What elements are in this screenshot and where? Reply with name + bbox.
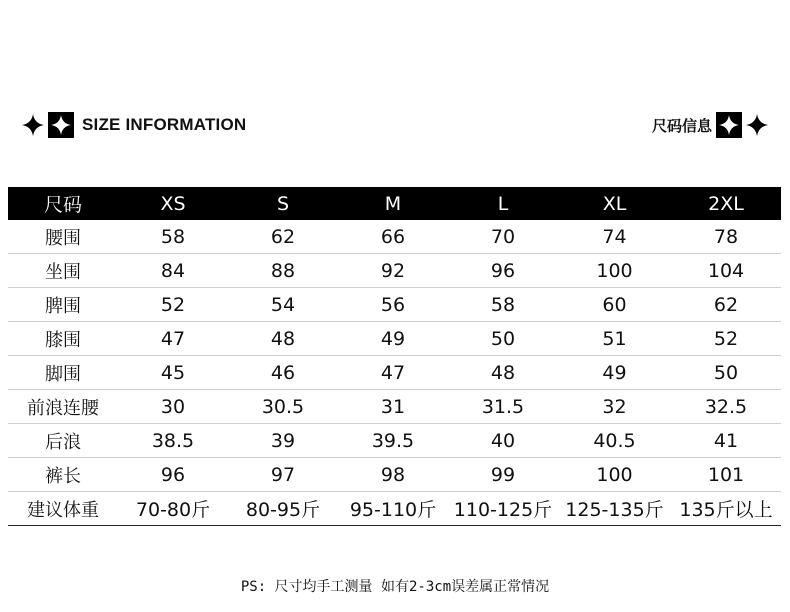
table-cell: 70-80斤 — [135, 499, 211, 521]
table-cell: 38.5 — [151, 429, 195, 452]
measurement-note: PS: 尺寸均手工测量 如有2-3cm误差属正常情况 — [240, 579, 550, 595]
table-cell: 74 — [602, 225, 627, 248]
table-row — [8, 458, 781, 492]
table-cell: 48 — [270, 327, 296, 350]
four-point-star-icon — [746, 114, 768, 136]
table-cell: 84 — [160, 259, 186, 282]
table-cell: 48 — [490, 361, 516, 384]
table-cell: 56 — [380, 293, 406, 316]
table-cell: 110-125斤 — [453, 499, 553, 521]
table-cell: 50 — [713, 361, 739, 384]
table-cell: 39.5 — [371, 429, 415, 452]
table-row — [8, 492, 781, 526]
title-cn-group — [652, 110, 768, 140]
title-en-group — [22, 110, 246, 140]
boxed-star-icon — [716, 112, 742, 138]
table-cell: 41 — [713, 429, 739, 452]
table-row — [8, 356, 781, 390]
table-cell: 125-135斤 — [565, 499, 664, 521]
table-row — [8, 424, 781, 458]
row-label: 后浪 — [45, 431, 81, 453]
table-cell: 32.5 — [704, 395, 748, 418]
table-cell: 92 — [380, 259, 406, 282]
table-cell: 135斤以上 — [679, 499, 773, 521]
table-cell: 78 — [713, 225, 739, 248]
row-label: 脾围 — [45, 295, 81, 317]
table-cell: 54 — [270, 293, 296, 316]
table-cell: 52 — [713, 327, 739, 350]
table-row — [8, 322, 781, 356]
table-cell: 40 — [490, 429, 516, 452]
header-cell: M — [384, 192, 402, 215]
table-cell: 96 — [490, 259, 516, 282]
table-row — [8, 254, 781, 288]
table-cell: 32 — [602, 395, 627, 418]
header-cell: XS — [160, 192, 186, 215]
table-cell: 62 — [270, 225, 296, 248]
table-cell: 60 — [602, 293, 627, 316]
table-cell: 100 — [596, 463, 633, 486]
table-row — [8, 220, 781, 254]
table-row — [8, 288, 781, 322]
table-cell: 46 — [270, 361, 296, 384]
table-cell: 31.5 — [481, 395, 525, 418]
size-chart-table — [8, 187, 781, 526]
table-cell: 70 — [490, 225, 516, 248]
header-cell: L — [497, 192, 509, 215]
table-header-row — [8, 187, 781, 220]
table-cell: 104 — [707, 259, 745, 282]
table-cell: 88 — [270, 259, 296, 282]
section-title-en: SIZE INFORMATION — [82, 115, 247, 134]
table-cell: 52 — [160, 293, 186, 316]
table-cell: 30.5 — [261, 395, 305, 418]
table-cell: 99 — [490, 463, 516, 486]
four-point-star-icon — [22, 114, 44, 136]
boxed-star-icon — [48, 112, 74, 138]
row-label: 脚围 — [45, 363, 81, 385]
table-cell: 39 — [270, 429, 296, 452]
table-cell: 95-110斤 — [349, 499, 437, 521]
header-cell: 尺码 — [43, 194, 82, 216]
row-label: 腰围 — [45, 227, 81, 249]
table-cell: 62 — [713, 293, 739, 316]
table-cell: 101 — [707, 463, 745, 486]
table-cell: 49 — [602, 361, 627, 384]
table-cell: 50 — [490, 327, 516, 350]
table-cell: 80-95斤 — [245, 499, 321, 521]
row-label: 坐围 — [45, 261, 81, 283]
section-title-cn: 尺码信息 — [651, 116, 712, 135]
table-cell: 96 — [160, 463, 186, 486]
table-cell: 30 — [160, 395, 186, 418]
header-cell: 2XL — [708, 192, 744, 215]
table-cell: 97 — [270, 463, 296, 486]
table-cell: 49 — [380, 327, 406, 350]
table-row — [8, 390, 781, 424]
table-cell: 58 — [490, 293, 516, 316]
header-cell: XL — [602, 192, 627, 215]
table-cell: 47 — [380, 361, 406, 384]
table-cell: 47 — [160, 327, 186, 350]
header-cell: S — [276, 192, 290, 215]
row-label: 裤长 — [45, 465, 81, 487]
table-cell: 100 — [596, 259, 633, 282]
table-cell: 58 — [160, 225, 186, 248]
table-cell: 66 — [380, 225, 406, 248]
row-label: 膝围 — [45, 329, 81, 351]
row-label: 建议体重 — [27, 499, 99, 521]
table-cell: 40.5 — [593, 429, 636, 452]
table-cell: 98 — [380, 463, 406, 486]
row-label: 前浪连腰 — [27, 397, 99, 419]
table-cell: 51 — [602, 327, 627, 350]
table-cell: 45 — [160, 361, 186, 384]
table-cell: 31 — [380, 395, 406, 418]
